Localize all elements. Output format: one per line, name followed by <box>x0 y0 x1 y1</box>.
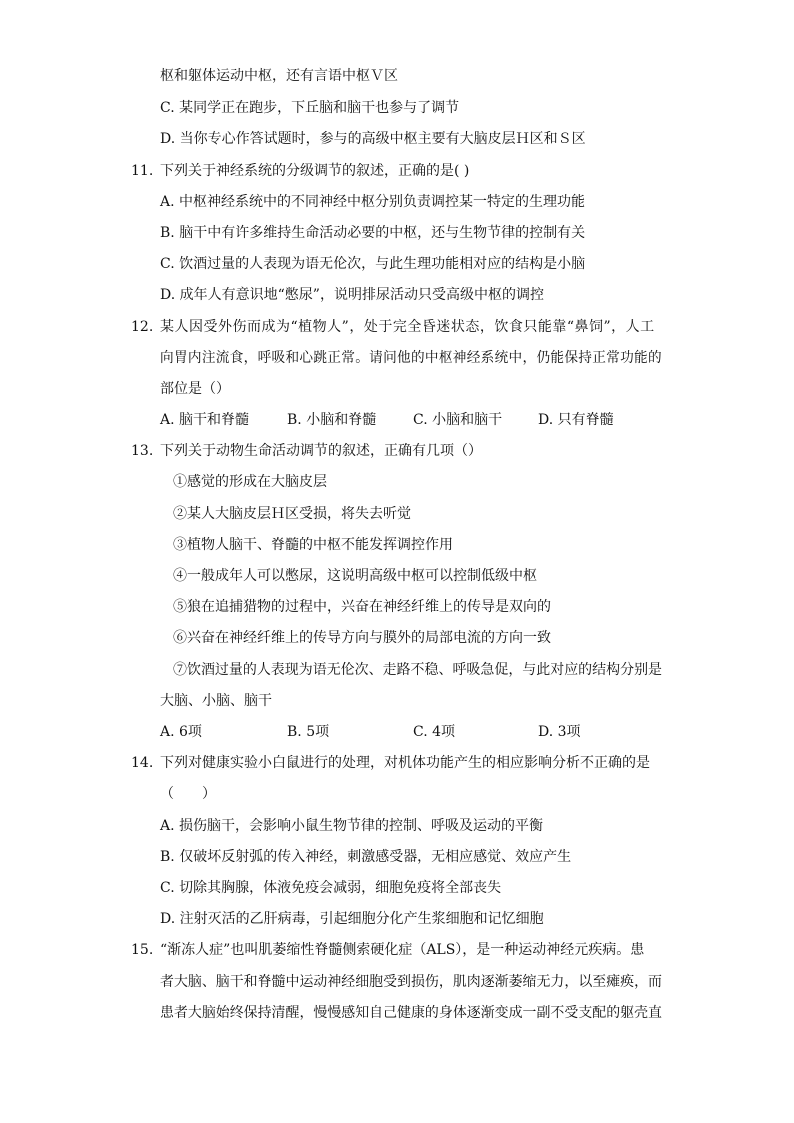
q10-stem-continuation: 枢和躯体运动中枢，还有言语中枢Ｖ区 <box>160 68 398 84</box>
q13-option-a: A. 6项 <box>160 724 202 740</box>
q11-option-b: B. 脑干中有许多维持生命活动必要的中枢，还与生物节律的控制有关 <box>160 225 586 241</box>
q15-stem-line-2: 者大脑、脑干和脊髓中运动神经细胞受到损伤，肌肉逐渐萎缩无力，以至瘫痪，而 <box>160 974 662 990</box>
q14-option-c: C. 切除其胸腺，体液免疫会减弱，细胞免疫将全部丧失 <box>160 880 502 896</box>
q12-stem-line-2: 向胃内注流食，呼吸和心跳正常。请问他的中枢神经系统中，仍能保持正常功能的 <box>160 350 662 366</box>
q10-option-d: D. 当你专心作答试题时，参与的高级中枢主要有大脑皮层Ｈ区和Ｓ区 <box>160 131 586 147</box>
q14-option-a: A. 损伤脑干，会影响小鼠生物节律的控制、呼吸及运动的平衡 <box>160 818 544 834</box>
q10-option-c: C. 某同学正在跑步，下丘脑和脑干也参与了调节 <box>160 100 460 116</box>
q13-options <box>0 722 794 742</box>
q12-option-c: C. 小脑和脑干 <box>413 412 503 428</box>
q11-number: 11. <box>131 163 154 179</box>
q13-statement-3: ③植物人脑干、脊髓的中枢不能发挥调控作用 <box>173 537 453 553</box>
q11-option-d: D. 成年人有意识地“憋尿”，说明排尿活动只受高级中枢的调控 <box>160 287 544 303</box>
q11-stem: 下列关于神经系统的分级调节的叙述，正确的是( ) <box>160 163 470 179</box>
q13-statement-7-line-1: ⑦饮酒过量的人表现为语无伦次、走路不稳、呼吸急促，与此对应的结构分别是 <box>173 662 663 678</box>
q11-option-a: A. 中枢神经系统中的不同神经中枢分别负责调控某一特定的生理功能 <box>160 194 586 210</box>
q13-statement-7-line-2: 大脑、小脑、脑干 <box>160 693 272 709</box>
q13-statement-4: ④一般成年人可以憋尿，这说明高级中枢可以控制低级中枢 <box>173 568 537 584</box>
q12-option-b: B. 小脑和脊髓 <box>287 412 377 428</box>
q13-statement-1: ①感觉的形成在大脑皮层 <box>173 474 327 490</box>
q12-options <box>0 410 794 430</box>
q11-option-c: C. 饮酒过量的人表现为语无伦次，与此生理功能相对应的结构是小脑 <box>160 256 586 272</box>
q14-option-d: D. 注射灭活的乙肝病毒，引起细胞分化产生浆细胞和记忆细胞 <box>160 911 544 927</box>
q14-option-b: B. 仅破坏反射弧的传入神经，刺激感受器，无相应感觉、效应产生 <box>160 849 572 865</box>
q13-number: 13. <box>131 443 154 459</box>
q13-stem: 下列关于动物生命活动调节的叙述，正确有几项（） <box>160 443 482 459</box>
q12-option-d: D. 只有脊髓 <box>538 412 614 428</box>
q15-stem-line-3: 患者大脑始终保持清醒，慢慢感知自己健康的身体逐渐变成一副不受支配的躯壳直 <box>160 1005 662 1021</box>
q13-statement-2: ②某人大脑皮层Ｈ区受损，将失去听觉 <box>173 506 411 522</box>
q15-number: 15. <box>131 942 154 958</box>
q12-option-a: A. 脑干和脊髓 <box>160 412 250 428</box>
q14-stem-line-2: （ ） <box>160 786 216 802</box>
q12-stem-line-1: 某人因受外伤而成为“植物人”，处于完全昏迷状态，饮食只能靠“鼻饲”，人工 <box>160 319 655 335</box>
q15-stem-line-1: “渐冻人症”也叫肌萎缩性脊髓侧索硬化症（ALS），是一种运动神经元疾病。患 <box>160 942 645 958</box>
q12-number: 12. <box>131 319 154 335</box>
q13-statement-6: ⑥兴奋在神经纤维上的传导方向与膜外的局部电流的方向一致 <box>173 630 551 646</box>
q14-number: 14. <box>131 755 154 771</box>
q12-stem-line-3: 部位是（） <box>160 381 230 397</box>
q13-statement-5: ⑤狼在追捕猎物的过程中，兴奋在神经纤维上的传导是双向的 <box>173 599 551 615</box>
q13-option-c: C. 4项 <box>413 724 456 740</box>
q13-option-b: B. 5项 <box>287 724 330 740</box>
q14-stem-line-1: 下列对健康实验小白鼠进行的处理，对机体功能产生的相应影响分析不正确的是 <box>160 755 650 771</box>
q13-option-d: D. 3项 <box>538 724 581 740</box>
